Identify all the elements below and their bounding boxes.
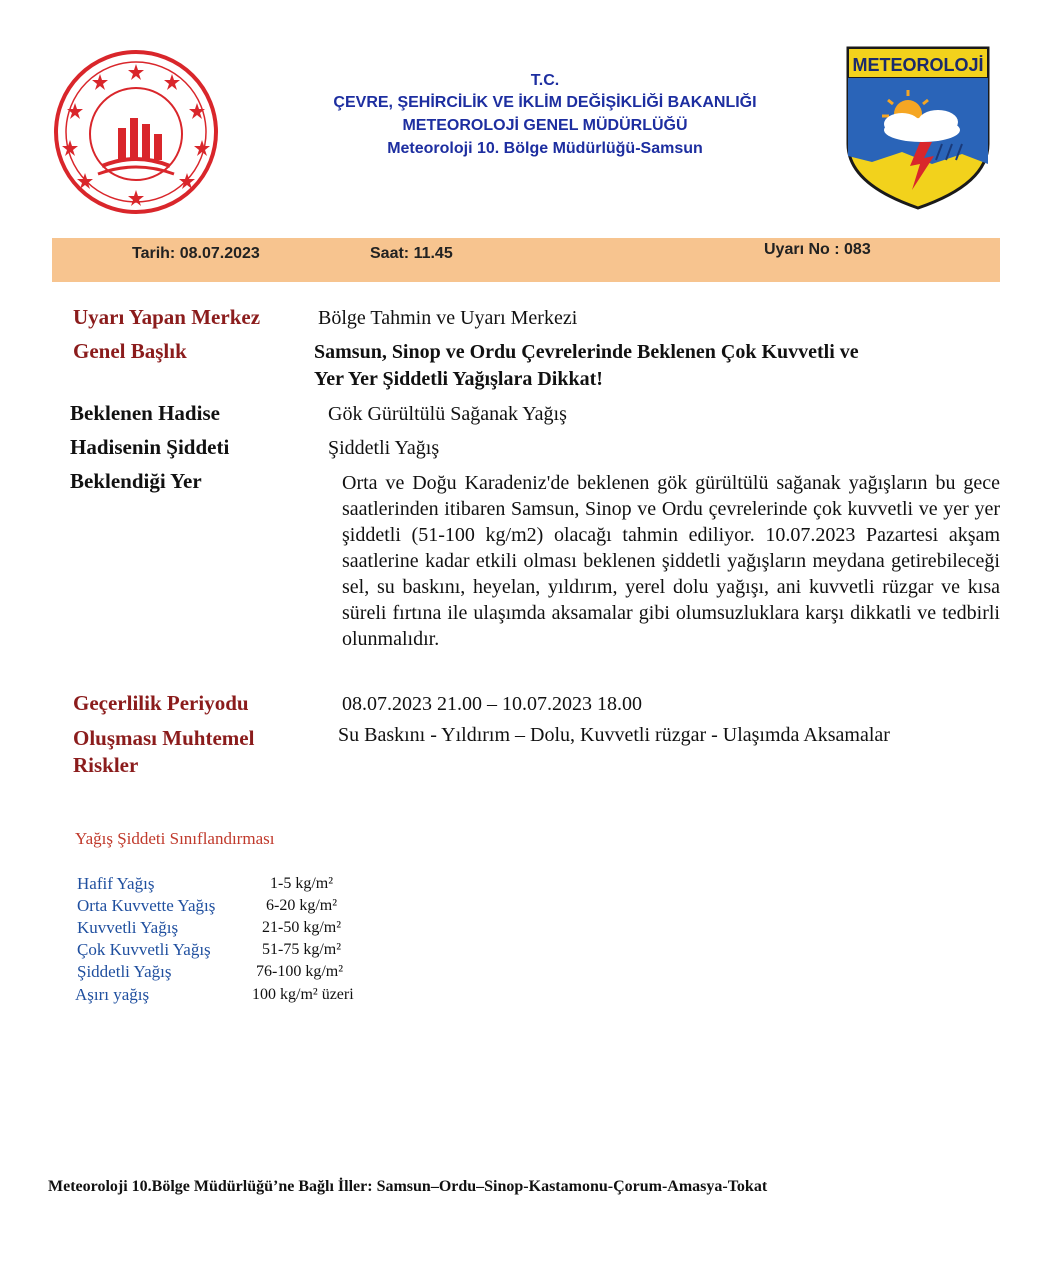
severity-value: Şiddetli Yağış	[328, 437, 440, 459]
risks-label-line1: Oluşması Muhtemel	[73, 726, 255, 750]
title-value-line1: Samsun, Sinop ve Ordu Çevrelerinde Beklenen Çok Kuvvetli ve	[314, 341, 859, 363]
footer-provinces: Meteoroloji 10.Bölge Müdürlüğü’ne Bağlı İller: Samsun–Ordu–Sinop-Kastamonu-Çorum-Amasya-Tokat	[48, 1178, 768, 1195]
classification-row-name: Orta Kuvvette Yağış	[77, 896, 216, 915]
classification-row-value: 1-5 kg/m²	[270, 875, 334, 892]
center-label: Uyarı Yapan Merkez	[73, 305, 261, 329]
classification-row-name: Şiddetli Yağış	[77, 962, 172, 981]
classification-title: Yağış Şiddeti Sınıflandırması	[75, 829, 275, 848]
classification-row-value: 51-75 kg/m²	[262, 941, 342, 958]
event-value: Gök Gürültülü Sağanak Yağış	[328, 403, 567, 425]
classification-row-name: Çok Kuvvetli Yağış	[77, 940, 211, 959]
risks-value: Su Baskını - Yıldırım – Dolu, Kuvvetli rüzgar - Ulaşımda Aksamalar	[338, 724, 890, 746]
classification-row-value: 76-100 kg/m²	[256, 963, 344, 980]
severity-label: Hadisenin Şiddeti	[70, 435, 230, 459]
event-label: Beklenen Hadise	[70, 401, 220, 425]
header-ministry: ÇEVRE, ŞEHİRCİLİK VE İKLİM DEĞİŞİKLİĞİ BAKANLIĞI	[333, 94, 757, 111]
classification-row-value: 21-50 kg/m²	[262, 919, 342, 936]
validity-label: Geçerlilik Periyodu	[73, 691, 249, 715]
header-directorate: METEOROLOJİ GENEL MÜDÜRLÜĞÜ	[402, 117, 688, 134]
center-value: Bölge Tahmin ve Uyarı Merkezi	[318, 307, 578, 329]
warning-date: Tarih: 08.07.2023	[132, 245, 260, 262]
header-regional-office: Meteoroloji 10. Bölge Müdürlüğü-Samsun	[387, 140, 703, 157]
title-label: Genel Başlık	[73, 339, 187, 363]
place-description: Orta ve Doğu Karadeniz'de beklenen gök gürültülü sağanak yağışların bu gece saatlerinden itibaren Samsun, Sinop ve Ordu çevrelerinde çok kuvvetli ve yer yer şiddetli (51-100 kg/m2) olacağı tahmin ediliyor. 10.07.2023 Pazartesi akşam saatlerine kadar etkili olması beklenen şiddetli yağışların meydana getirebileceği sel, su baskını, heyelan, yıldırım, yerel dolu yağışı, ani kuvvetli rüzgar ve kısa süreli fırtına ile ulaşımda aksamalar gibi olumsuzluklara karşı dikkatli ve tedbirli olunmalıdır.	[342, 472, 1000, 650]
risks-label-line2: Riskler	[73, 753, 139, 777]
title-value-line2: Yer Yer Şiddetli Yağışlara Dikkat!	[314, 368, 603, 390]
place-label: Beklendiği Yer	[70, 469, 202, 493]
ministry-seal-logo	[52, 48, 220, 216]
classification-row-value: 6-20 kg/m²	[266, 897, 338, 914]
meteoroloji-shield-logo	[842, 44, 994, 210]
validity-value: 08.07.2023 21.00 – 10.07.2023 18.00	[342, 693, 642, 715]
header-tc: T.C.	[530, 72, 560, 89]
warning-time: Saat: 11.45	[370, 245, 453, 262]
warning-number: Uyarı No : 083	[764, 241, 871, 258]
classification-row-name: Hafif Yağış	[77, 874, 155, 893]
classification-row-value: 100 kg/m² üzeri	[252, 986, 354, 1003]
logo-text: METEOROLOJİ	[852, 55, 984, 75]
classification-row-name: Aşırı yağış	[75, 985, 150, 1004]
classification-row-name: Kuvvetli Yağış	[77, 918, 179, 937]
